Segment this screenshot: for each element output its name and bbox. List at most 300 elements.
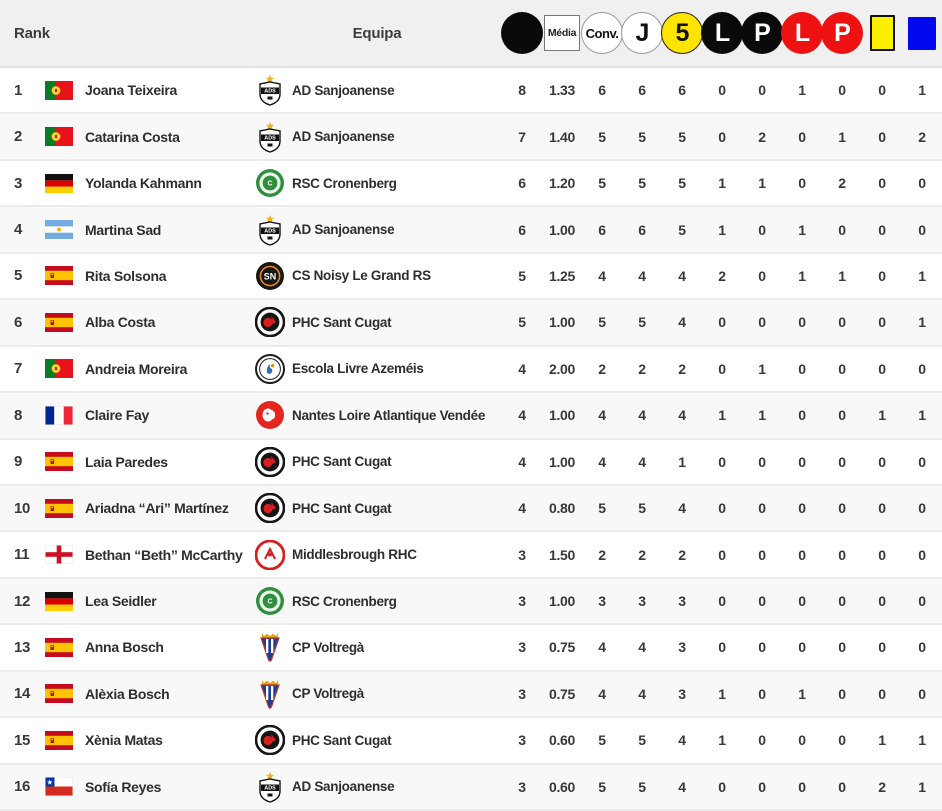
stat-value: 5 [678, 175, 686, 192]
team-name[interactable]: PHC Sant Cugat [292, 732, 392, 748]
games-circle-icon: J [635, 18, 649, 47]
stat-value: 4 [598, 267, 606, 284]
stat-value: 0 [878, 221, 886, 238]
stat-column-header[interactable] [822, 12, 862, 54]
stat-value: 6 [518, 175, 526, 192]
stat-value: 5 [638, 732, 646, 749]
team-name[interactable]: PHC Sant Cugat [292, 314, 392, 330]
rank-value: 13 [14, 638, 31, 656]
stat-value: 0 [718, 453, 726, 470]
flag-germany-icon [45, 592, 85, 611]
stat-value: 5 [598, 175, 606, 192]
stat-column-header[interactable] [662, 12, 702, 54]
stat-value: 0 [798, 732, 806, 749]
team-name[interactable]: CP Voltregà [292, 686, 364, 702]
table-row [0, 672, 942, 718]
team-logo-sanjoanense-icon[interactable] [252, 121, 288, 153]
stat-value: 0 [758, 82, 766, 99]
stat-value: 0 [798, 453, 806, 470]
stat-value: 1 [838, 267, 846, 284]
stat-value: 4 [638, 453, 646, 470]
stat-value: 0 [878, 639, 886, 656]
team-logo-sanjoanense-icon[interactable] [252, 74, 288, 106]
stat-value: 4 [638, 639, 646, 656]
stat-value: 0 [918, 500, 926, 517]
stat-value: 3 [678, 685, 686, 702]
team-name[interactable]: PHC Sant Cugat [292, 454, 392, 470]
table-row [0, 207, 942, 253]
table-row [0, 393, 942, 439]
team-logo-voltrega-icon[interactable] [252, 631, 288, 663]
stat-value: 3 [518, 639, 526, 656]
stat-value: 2 [878, 778, 886, 795]
team-logo-sanjoanense-icon[interactable] [252, 214, 288, 246]
stat-value: 1.20 [548, 175, 576, 192]
stat-value: 4 [598, 685, 606, 702]
table-row [0, 532, 942, 578]
stat-value: 0 [758, 546, 766, 563]
stat-value: 1 [798, 267, 806, 284]
stat-value: 1 [718, 221, 726, 238]
stat-value: 2 [838, 175, 846, 192]
stat-column-header[interactable] [622, 12, 662, 54]
player-name[interactable]: Laia Paredes [85, 453, 168, 470]
team-column-header: Equipa [352, 24, 402, 42]
player-name[interactable]: Joana Teixeira [85, 82, 178, 99]
table-row [0, 625, 942, 671]
flag-portugal-icon [45, 81, 85, 100]
stat-value: 5 [638, 128, 646, 145]
stat-value: 0 [918, 639, 926, 656]
stat-value: 3 [638, 593, 646, 610]
stat-value: 1 [718, 685, 726, 702]
games-circle-icon [621, 12, 663, 54]
rank-value: 11 [14, 546, 30, 564]
team-name[interactable]: Nantes Loire Atlantique Vendée [292, 407, 486, 423]
player-name[interactable]: Rita Solsona [85, 267, 167, 284]
stat-value: 8 [518, 82, 526, 99]
stat-value: 0 [758, 221, 766, 238]
stat-column-headers [502, 12, 942, 54]
flag-spain-icon [45, 638, 85, 657]
stat-value: 0 [838, 314, 846, 331]
team-logo-santcugat-icon[interactable] [252, 725, 288, 755]
stat-column-header[interactable] [502, 12, 542, 54]
stat-value: 1.40 [548, 128, 576, 145]
svg-text:ADS: ADS [264, 785, 276, 792]
stat-value: 1 [918, 778, 926, 795]
stat-value: 0 [918, 453, 926, 470]
svg-text:ADS: ADS [264, 88, 276, 95]
rank-value: 4 [14, 221, 23, 239]
stat-value: 6 [638, 221, 646, 238]
stat-value: 0 [798, 500, 806, 517]
stat-value: 6 [678, 82, 686, 99]
stat-column-header[interactable] [862, 12, 902, 54]
player-name[interactable]: Bethan “Beth” McCarthy [85, 546, 243, 563]
stat-value: 5 [678, 128, 686, 145]
player-name[interactable]: Alba Costa [85, 314, 156, 331]
stat-column-header[interactable] [742, 12, 782, 54]
player-name[interactable]: Anna Bosch [85, 639, 164, 656]
stat-value: 4 [638, 685, 646, 702]
stat-value: 4 [638, 267, 646, 284]
flag-chile-icon [45, 777, 85, 796]
media-box-icon [544, 15, 580, 51]
table-row [0, 765, 942, 811]
stat-value: 4 [598, 639, 606, 656]
stat-value: 0 [718, 360, 726, 377]
stat-value: 2 [638, 546, 646, 563]
black-p-circle-icon [741, 12, 783, 54]
stat-value: 1.25 [548, 267, 576, 284]
stat-column-header[interactable] [542, 12, 582, 54]
stat-value: 0 [718, 500, 726, 517]
stat-value: 0.75 [548, 639, 576, 656]
stat-value: 1 [798, 82, 806, 99]
red-l-circle-icon: L [794, 18, 810, 47]
flag-germany-icon [45, 174, 85, 193]
stat-value: 4 [518, 407, 526, 424]
team-logo-sanjoanense-icon[interactable] [252, 771, 288, 803]
stat-value: 6 [638, 82, 646, 99]
stat-value: 5 [598, 732, 606, 749]
stat-value: 1.00 [548, 221, 576, 238]
stat-value: 0 [918, 175, 926, 192]
stat-value: 0 [838, 593, 846, 610]
stat-value: 3 [678, 639, 686, 656]
stat-value: 0 [878, 82, 886, 99]
table-row [0, 440, 942, 486]
stat-value: 0 [878, 314, 886, 331]
team-name[interactable]: RSC Cronenberg [292, 175, 397, 191]
stat-value: 1 [918, 732, 926, 749]
stat-value: 1 [878, 732, 886, 749]
stat-value: 5 [518, 267, 526, 284]
stat-value: 1.00 [548, 314, 576, 331]
flag-spain-icon [45, 684, 85, 703]
stat-value: 0 [798, 128, 806, 145]
rank-value: 9 [14, 453, 23, 471]
stat-value: 0 [758, 314, 766, 331]
rank-value: 3 [14, 174, 23, 192]
flag-portugal-icon [45, 359, 85, 378]
yellow-5-circle-icon [661, 12, 703, 54]
stat-value: 0 [758, 453, 766, 470]
stat-value: 0 [878, 500, 886, 517]
stat-value: 5 [638, 175, 646, 192]
flag-spain-icon [45, 452, 85, 471]
stat-value: 0 [918, 360, 926, 377]
flag-portugal-icon [45, 127, 85, 146]
stat-value: 3 [518, 546, 526, 563]
stat-value: 5 [678, 221, 686, 238]
stat-value: 0 [838, 732, 846, 749]
svg-text:ADS: ADS [264, 135, 276, 142]
stat-value: 0 [918, 546, 926, 563]
stat-value: 0 [718, 546, 726, 563]
stat-value: 6 [598, 221, 606, 238]
yellow-5-circle-icon: 5 [675, 18, 689, 47]
stat-value: 1 [758, 360, 766, 377]
rank-value: 7 [14, 360, 23, 378]
stat-value: 0 [718, 639, 726, 656]
stat-value: 0 [838, 82, 846, 99]
stat-value: 5 [598, 128, 606, 145]
stat-value: 0 [878, 453, 886, 470]
black-p-circle-icon: P [754, 18, 770, 47]
team-name[interactable]: RSC Cronenberg [292, 593, 397, 609]
stat-value: 0 [838, 407, 846, 424]
stat-value: 4 [678, 314, 686, 331]
stat-value: 2 [638, 360, 646, 377]
team-name[interactable]: Middlesbrough RHC [292, 547, 417, 563]
stat-value: 4 [518, 360, 526, 377]
stat-value: 0 [798, 639, 806, 656]
stat-value: 2.00 [548, 360, 576, 377]
stat-value: 0.80 [548, 500, 576, 517]
stat-value: 0 [878, 546, 886, 563]
stat-value: 0 [838, 778, 846, 795]
flag-france-icon [45, 406, 85, 425]
player-name[interactable]: Yolanda Kahmann [85, 175, 202, 192]
player-name[interactable]: Alèxia Bosch [85, 685, 170, 702]
stat-value: 4 [518, 453, 526, 470]
team-logo-santcugat-icon[interactable] [252, 307, 288, 337]
stat-value: 0 [838, 500, 846, 517]
stat-value: 0 [718, 82, 726, 99]
stat-value: 4 [598, 407, 606, 424]
stat-column-header[interactable] [902, 12, 942, 54]
stat-value: 0 [838, 546, 846, 563]
team-name[interactable]: PHC Sant Cugat [292, 500, 392, 516]
media-box-icon: Média [547, 27, 577, 39]
rank-value: 10 [14, 499, 31, 517]
table-row [0, 718, 942, 764]
stat-value: 1.50 [548, 546, 576, 563]
red-p-circle-icon: P [834, 18, 850, 47]
svg-text:SN: SN [263, 271, 277, 282]
flag-england-icon [45, 545, 85, 564]
flag-argentina-icon [45, 220, 85, 239]
black-l-circle-icon: L [714, 18, 730, 47]
team-logo-voltrega-icon[interactable] [252, 678, 288, 710]
rank-value: 5 [14, 267, 23, 285]
stat-value: 4 [598, 453, 606, 470]
rank-value: 14 [14, 685, 31, 703]
stat-value: 0 [798, 546, 806, 563]
stat-value: 4 [678, 500, 686, 517]
stat-value: 5 [598, 778, 606, 795]
stat-value: 0 [798, 175, 806, 192]
stat-value: 5 [598, 500, 606, 517]
team-name[interactable]: Escola Livre Azeméis [292, 361, 424, 377]
stat-value: 0 [718, 128, 726, 145]
flag-spain-icon [45, 313, 85, 332]
stat-value: 2 [918, 128, 926, 145]
stat-value: 5 [518, 314, 526, 331]
rank-value: 12 [14, 592, 31, 610]
stat-value: 1 [758, 175, 766, 192]
svg-text:ADS: ADS [264, 228, 276, 235]
stat-value: 0.60 [548, 778, 576, 795]
team-logo-cronenberg-icon[interactable] [252, 168, 288, 198]
stat-value: 6 [598, 82, 606, 99]
stat-value: 0 [758, 267, 766, 284]
stat-value: 2 [758, 128, 766, 145]
conv-circle-icon [581, 12, 623, 54]
team-name[interactable]: AD Sanjoanense [292, 779, 395, 795]
stat-value: 1 [758, 407, 766, 424]
stat-value: 3 [518, 732, 526, 749]
blue-card-icon [908, 17, 936, 50]
stat-value: 4 [678, 732, 686, 749]
player-name[interactable]: Andreia Moreira [85, 360, 188, 377]
black-l-circle-icon [701, 12, 743, 54]
table-row [0, 114, 942, 160]
stat-value: 1 [838, 128, 846, 145]
stat-value: 0 [718, 778, 726, 795]
team-logo-azemeis-icon[interactable] [252, 354, 288, 384]
stat-value: 1 [918, 82, 926, 99]
table-header [0, 0, 942, 68]
stat-column-header[interactable] [702, 12, 742, 54]
table-row [0, 254, 942, 300]
svg-text:C: C [267, 598, 273, 606]
stat-value: 1.00 [548, 453, 576, 470]
stat-column-header[interactable] [782, 12, 822, 54]
stat-value: 1.33 [548, 82, 576, 99]
yellow-card-icon [870, 15, 895, 51]
stat-value: 1 [918, 314, 926, 331]
stat-value: 0 [758, 778, 766, 795]
stat-value: 5 [598, 314, 606, 331]
team-name[interactable]: AD Sanjoanense [292, 222, 395, 238]
player-name[interactable]: Catarina Costa [85, 128, 180, 145]
rank-value: 2 [14, 128, 23, 146]
team-name[interactable]: AD Sanjoanense [292, 82, 395, 98]
stat-value: 0 [878, 685, 886, 702]
rank-value: 6 [14, 313, 23, 331]
stat-value: 3 [518, 685, 526, 702]
player-name[interactable]: Sofía Reyes [85, 778, 162, 795]
stat-value: 0.60 [548, 732, 576, 749]
team-logo-santcugat-icon[interactable] [252, 447, 288, 477]
flag-spain-icon [45, 731, 85, 750]
stat-value: 0 [758, 732, 766, 749]
rank-column-header: Rank [14, 24, 50, 42]
stat-value: 2 [678, 360, 686, 377]
rank-value: 16 [14, 778, 31, 796]
ball-icon [501, 12, 543, 54]
stat-value: 0 [798, 407, 806, 424]
flag-spain-icon [45, 266, 85, 285]
stat-value: 1 [918, 267, 926, 284]
red-p-circle-icon [821, 12, 863, 54]
table-row [0, 300, 942, 346]
stat-value: 4 [638, 407, 646, 424]
stat-value: 2 [678, 546, 686, 563]
stat-value: 0 [798, 360, 806, 377]
stat-value: 4 [678, 267, 686, 284]
stat-value: 0 [918, 685, 926, 702]
stat-value: 0 [878, 593, 886, 610]
player-name[interactable]: Xènia Matas [85, 732, 163, 749]
stat-value: 0 [758, 685, 766, 702]
stat-value: 1 [678, 453, 686, 470]
player-name[interactable]: Martina Sad [85, 221, 162, 238]
player-name[interactable]: Lea Seidler [85, 593, 157, 610]
stat-value: 2 [598, 546, 606, 563]
stat-value: 4 [678, 407, 686, 424]
stat-value: 4 [518, 500, 526, 517]
stat-value: 0 [798, 314, 806, 331]
stat-value: 0 [878, 267, 886, 284]
stat-value: 3 [678, 593, 686, 610]
rank-value: 15 [14, 731, 31, 749]
stat-value: 0 [878, 175, 886, 192]
svg-text:C: C [267, 180, 273, 188]
stat-value: 2 [718, 267, 726, 284]
stat-value: 0 [758, 593, 766, 610]
stat-value: 4 [678, 778, 686, 795]
stat-value: 1 [918, 407, 926, 424]
stat-value: 1.00 [548, 593, 576, 610]
team-name[interactable]: CP Voltregà [292, 639, 364, 655]
stat-value: 7 [518, 128, 526, 145]
stat-value: 1 [798, 221, 806, 238]
stat-value: 3 [518, 778, 526, 795]
stat-value: 0 [798, 778, 806, 795]
stat-value: 0 [838, 360, 846, 377]
table-row [0, 347, 942, 393]
team-logo-middlesbrough-icon[interactable] [252, 540, 288, 570]
stat-value: 0 [798, 593, 806, 610]
stat-value: 5 [638, 500, 646, 517]
stat-value: 6 [518, 221, 526, 238]
team-logo-santcugat-icon[interactable] [252, 493, 288, 523]
stat-value: 1 [878, 407, 886, 424]
table-row [0, 579, 942, 625]
team-name[interactable]: CS Noisy Le Grand RS [292, 268, 431, 284]
player-name[interactable]: Claire Fay [85, 407, 149, 424]
stat-value: 1 [718, 407, 726, 424]
stat-value: 0 [758, 639, 766, 656]
player-name[interactable]: Ariadna “Ari” Martínez [85, 500, 229, 517]
stat-value: 5 [638, 778, 646, 795]
stat-value: 1 [718, 732, 726, 749]
table-row [0, 68, 942, 114]
stat-value: 0.75 [548, 685, 576, 702]
stat-value: 0 [838, 639, 846, 656]
stat-value: 0 [718, 593, 726, 610]
team-logo-noisy-icon[interactable] [252, 261, 288, 291]
team-logo-nantes-icon[interactable] [252, 400, 288, 430]
stat-value: 2 [598, 360, 606, 377]
stat-value: 3 [518, 593, 526, 610]
team-logo-cronenberg-icon[interactable] [252, 586, 288, 616]
stat-value: 0 [918, 221, 926, 238]
stat-value: 5 [638, 314, 646, 331]
team-name[interactable]: AD Sanjoanense [292, 129, 395, 145]
table-row [0, 161, 942, 207]
stat-value: 0 [838, 221, 846, 238]
stat-value: 1.00 [548, 407, 576, 424]
stat-value: 1 [798, 685, 806, 702]
stat-value: 0 [878, 128, 886, 145]
red-l-circle-icon [781, 12, 823, 54]
stat-column-header[interactable] [582, 12, 622, 54]
